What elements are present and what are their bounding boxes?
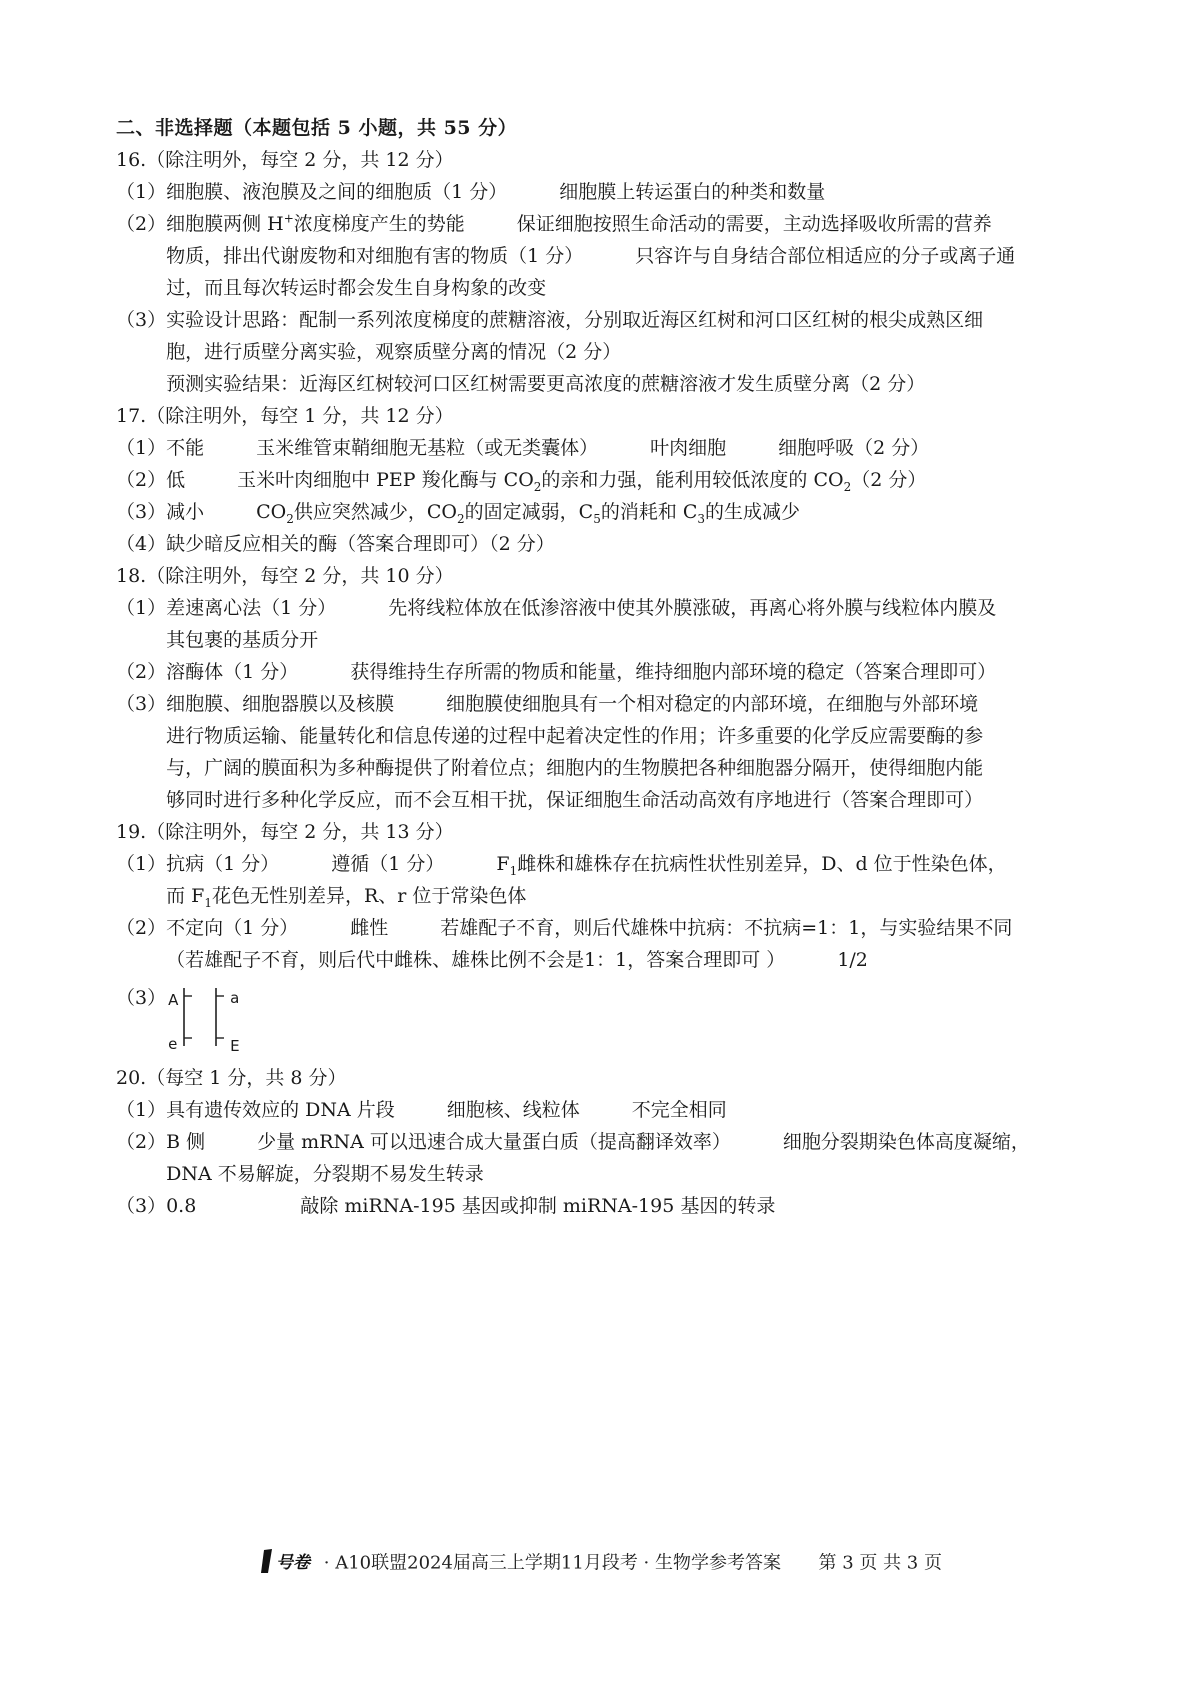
part-number: （1） (116, 1099, 167, 1121)
part-number: （1） (116, 437, 167, 459)
answer-text: 细胞膜使细胞具有一个相对稳定的内部环境，在细胞与外部环境 (446, 693, 979, 715)
question-16-part-2 (116, 208, 1116, 304)
question-16-header: 16.（除注明外，每空 2 分，共 12 分） (116, 149, 454, 171)
question-18-part-3 (116, 688, 1116, 816)
part-number: （2） (116, 213, 167, 235)
answer-text: 缺少暗反应相关的酶（答案合理即可）（2 分） (166, 533, 555, 555)
question-20 (116, 1062, 1116, 1222)
part-number: （1） (116, 597, 167, 619)
page-footer (0, 1546, 1200, 1581)
question-16-part-1 (116, 176, 1116, 208)
answer-text: 胞，进行质壁分离实验，观察质壁分离的情况（2 分） (166, 341, 622, 363)
footer-title: A10联盟2024届高三上学期11月段考 · 生物学参考答案 (335, 1552, 781, 1574)
answer-text: 不能 (166, 437, 205, 459)
subscript: 2 (286, 511, 294, 526)
answer-text: 物质，排出代谢废物和对细胞有害的物质（1 分） (166, 245, 584, 267)
subscript: 3 (697, 511, 706, 526)
brush-logo-icon (258, 1546, 318, 1576)
question-19 (116, 816, 1116, 1062)
answer-text: 玉米维管束鞘细胞无基粒（或无类囊体） (256, 437, 599, 459)
answer-text: 细胞膜、液泡膜及之间的细胞质（1 分） (166, 181, 508, 203)
part-number: （2） (116, 917, 167, 939)
question-17-header: 17.（除注明外，每空 1 分，共 12 分） (116, 405, 454, 427)
part-number: （1） (116, 853, 167, 875)
question-20-part-2 (116, 1126, 1116, 1190)
question-20-header: 20.（每空 1 分，共 8 分） (116, 1067, 347, 1089)
answer-text: 够同时进行多种化学反应，而不会互相干扰，保证细胞生命活动高效有序地进行（答案合理即可） (166, 789, 984, 811)
question-17 (116, 400, 1116, 560)
part-number: （2） (116, 661, 167, 683)
question-19-part-2 (116, 912, 1116, 976)
allele-label: a (230, 989, 240, 1007)
answer-text: 浓度梯度产生的势能 (293, 213, 465, 235)
question-19-part-3 (116, 982, 1116, 1062)
answer-text: 实验设计思路：配制一系列浓度梯度的蔗糖溶液，分别取近海区红树和河口区红树的根尖成熟区细 (166, 309, 984, 331)
answer-text: （2 分） (851, 469, 927, 491)
question-17-part-4 (116, 528, 1116, 560)
answer-text: 敲除 miRNA-195 基因或抑制 miRNA-195 基因的转录 (300, 1195, 776, 1217)
question-19-part-1 (116, 848, 1116, 912)
subscript: 2 (457, 511, 465, 526)
question-18-part-1 (116, 592, 1116, 656)
chromosome-pair-icon (166, 982, 266, 1062)
answer-text: 0.8 (166, 1195, 197, 1217)
question-16-part-3 (116, 304, 1116, 400)
answer-text: （若雄配子不育，则后代中雌株、雄株比例不会是1：1，答案合理即可 ） (166, 949, 786, 971)
answer-text: 的生成减少 (705, 501, 801, 523)
subscript: 1 (509, 863, 518, 878)
answer-text: 的亲和力强，能利用较低浓度的 CO (541, 469, 844, 491)
part-number: （2） (116, 469, 167, 491)
subscript: 5 (593, 511, 601, 526)
answer-text: 差速离心法（1 分） (166, 597, 337, 619)
part-number: （3） (116, 987, 167, 1009)
allele-label: E (230, 1037, 240, 1055)
answer-text: 若雄配子不育，则后代雄株中抗病：不抗病=1：1，与实验结果不同 (440, 917, 1013, 939)
answer-text: 的固定减弱，C (464, 501, 594, 523)
subscript: 1 (204, 895, 212, 910)
answer-text: 雌性 (350, 917, 389, 939)
answer-text: 细胞核、线粒体 (446, 1099, 580, 1121)
part-number: （2） (116, 1131, 167, 1153)
answer-text: 只容许与自身结合部位相适应的分子或离子通 (635, 245, 1016, 267)
allele-label: A (168, 991, 179, 1009)
svg-text:号卷: 号卷 (276, 1553, 311, 1573)
question-18 (116, 560, 1116, 816)
superscript: + (283, 211, 294, 226)
section-title: 二、非选择题（本题包括 5 小题，共 55 分） (116, 117, 518, 139)
answer-text: 获得维持生存所需的物质和能量，维持细胞内部环境的稳定（答案合理即可） (350, 661, 997, 683)
answer-text: 进行物质运输、能量转化和信息传递的过程中起着决定性的作用；许多重要的化学反应需要酶的参 (166, 725, 984, 747)
answer-text: 减小 (166, 501, 205, 523)
answer-text: 而 F (166, 885, 205, 907)
answer-text: 预测实验结果：近海区红树较河口区红树需要更高浓度的蔗糖溶液才发生质壁分离（2 分） (166, 373, 926, 395)
answer-text: 细胞呼吸（2 分） (778, 437, 930, 459)
question-17-part-1 (116, 432, 1116, 464)
answer-text: 不完全相同 (631, 1099, 727, 1121)
chromosome-diagram (166, 982, 1116, 1062)
part-number: （4） (116, 533, 167, 555)
question-19-header: 19.（除注明外，每空 2 分，共 13 分） (116, 821, 454, 843)
answer-text: 过，而且每次转运时都会发生自身构象的改变 (166, 277, 547, 299)
answer-content (116, 112, 1116, 1222)
part-number: （1） (116, 181, 167, 203)
question-18-part-2 (116, 656, 1116, 688)
question-20-part-3 (116, 1190, 1116, 1222)
answer-text: 不定向（1 分） (166, 917, 299, 939)
part-number: （3） (116, 1195, 167, 1217)
question-20-part-1 (116, 1094, 1116, 1126)
allele-label: e (168, 1035, 178, 1053)
part-number: （3） (116, 501, 167, 523)
answer-text: 低 (166, 469, 186, 491)
answer-text: 保证细胞按照生命活动的需要，主动选择吸收所需的营养 (516, 213, 992, 235)
question-18-header: 18.（除注明外，每空 2 分，共 10 分） (116, 565, 454, 587)
answer-text: 其包裹的基质分开 (166, 629, 319, 651)
answer-text: CO (256, 501, 287, 523)
answer-text: 先将线粒体放在低渗溶液中使其外膜涨破，再离心将外膜与线粒体内膜及 (388, 597, 997, 619)
answer-text: 细胞膜上转运蛋白的种类和数量 (559, 181, 826, 203)
answer-text: 细胞膜两侧 H (166, 213, 284, 235)
answer-text: 供应突然减少，CO (293, 501, 457, 523)
answer-text: 的消耗和 C (600, 501, 698, 523)
answer-text: 雌株和雄株存在抗病性状性别差异，D、d 位于性染色体， (517, 853, 1007, 875)
part-number: （3） (116, 693, 167, 715)
answer-text: DNA 不易解旋，分裂期不易发生转录 (166, 1163, 484, 1185)
answer-text: 遵循（1 分） (331, 853, 445, 875)
footer-separator: · (323, 1552, 330, 1574)
subscript: 2 (533, 479, 542, 494)
answer-text: B 侧 (166, 1131, 206, 1153)
footer-page-info: 第 3 页 共 3 页 (818, 1552, 942, 1574)
answer-text: 少量 mRNA 可以迅速合成大量蛋白质（提高翻译效率） (257, 1131, 731, 1153)
answer-text: 花色无性别差异，R、r 位于常染色体 (211, 885, 527, 907)
answer-text: 与，广阔的膜面积为多种酶提供了附着位点；细胞内的生物膜把各种细胞器分隔开，使得细胞内能 (166, 757, 984, 779)
answer-text: 细胞分裂期染色体高度凝缩， (782, 1131, 1030, 1153)
brand-logo (258, 1546, 318, 1581)
part-number: （3） (116, 309, 167, 331)
answer-text: 1/2 (837, 949, 868, 971)
answer-text: 具有遗传效应的 DNA 片段 (166, 1099, 395, 1121)
subscript: 2 (843, 479, 852, 494)
question-17-part-3 (116, 496, 1116, 528)
question-17-part-2 (116, 464, 1116, 496)
answer-text: F (496, 853, 510, 875)
answer-text: 细胞膜、细胞器膜以及核膜 (166, 693, 395, 715)
answer-text: 玉米叶肉细胞中 PEP 羧化酶与 CO (237, 469, 534, 491)
answer-text: 叶肉细胞 (650, 437, 727, 459)
answer-text: 溶酶体（1 分） (166, 661, 299, 683)
question-16 (116, 144, 1116, 400)
answer-text: 抗病（1 分） (166, 853, 280, 875)
